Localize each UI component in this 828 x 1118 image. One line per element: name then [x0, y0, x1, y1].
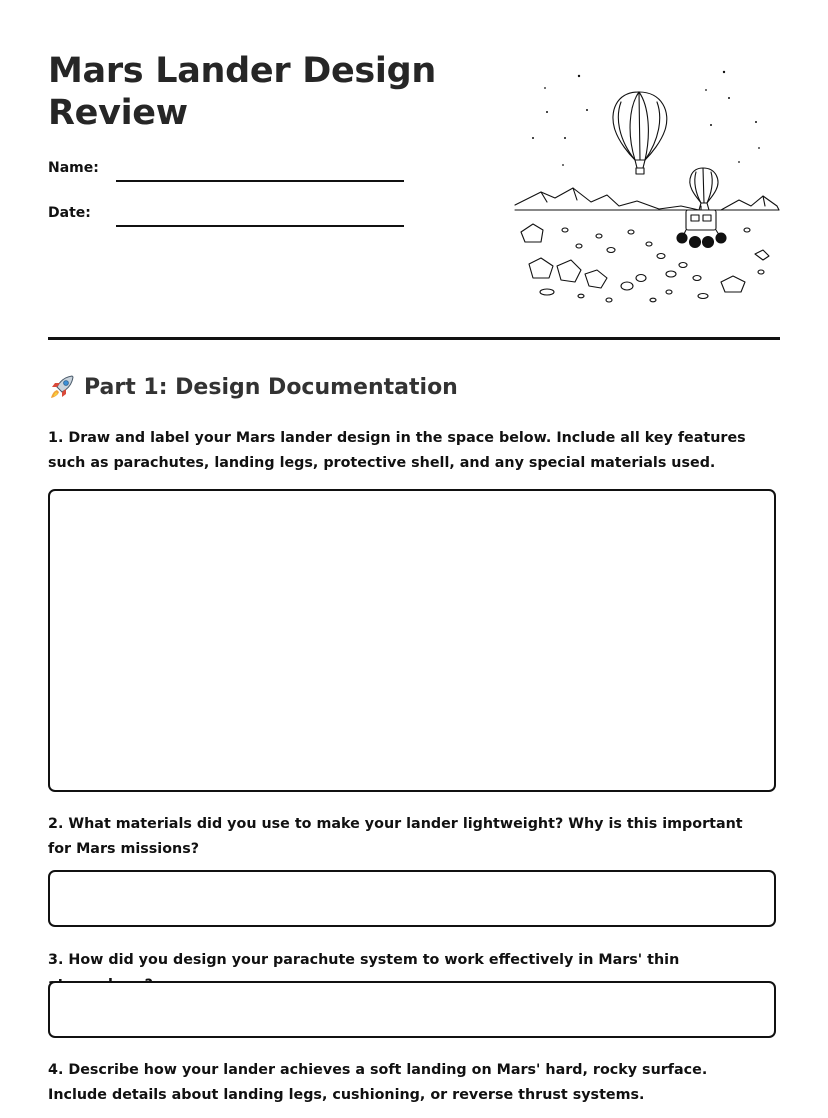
answer-2-field[interactable]: [48, 870, 776, 927]
name-label: Name:: [48, 160, 99, 176]
header-divider: [48, 337, 780, 340]
answer-3-field[interactable]: [48, 981, 776, 1038]
date-label: Date:: [48, 205, 91, 221]
name-field[interactable]: [116, 180, 404, 182]
question-1: 1. Draw and label your Mars lander design in the space below. Include all key features such as parachutes, landing legs, protective shell, and any special materials used.: [48, 430, 746, 471]
page-title: Mars Lander Design Review: [48, 51, 436, 133]
question-4: 4. Describe how your lander achieves a soft landing on Mars' hard, rocky surface. Include details about landing legs, cushioning, or reverse thrust systems.: [48, 1062, 708, 1103]
question-2: 2. What materials did you use to make your lander lightweight? Why is this important for Mars missions?: [48, 816, 743, 857]
mars-landscape-with-balloon-and-rover-icon: [511, 60, 781, 310]
drawing-area[interactable]: [48, 489, 776, 792]
question-3: 3. How did you design your parachute system to work effectively in Mars' thin: [48, 952, 680, 968]
section-title-text: Part 1: Design Documentation: [84, 374, 458, 400]
section-title: [48, 373, 458, 401]
rocket-icon: [48, 373, 76, 401]
date-field[interactable]: [116, 225, 404, 227]
